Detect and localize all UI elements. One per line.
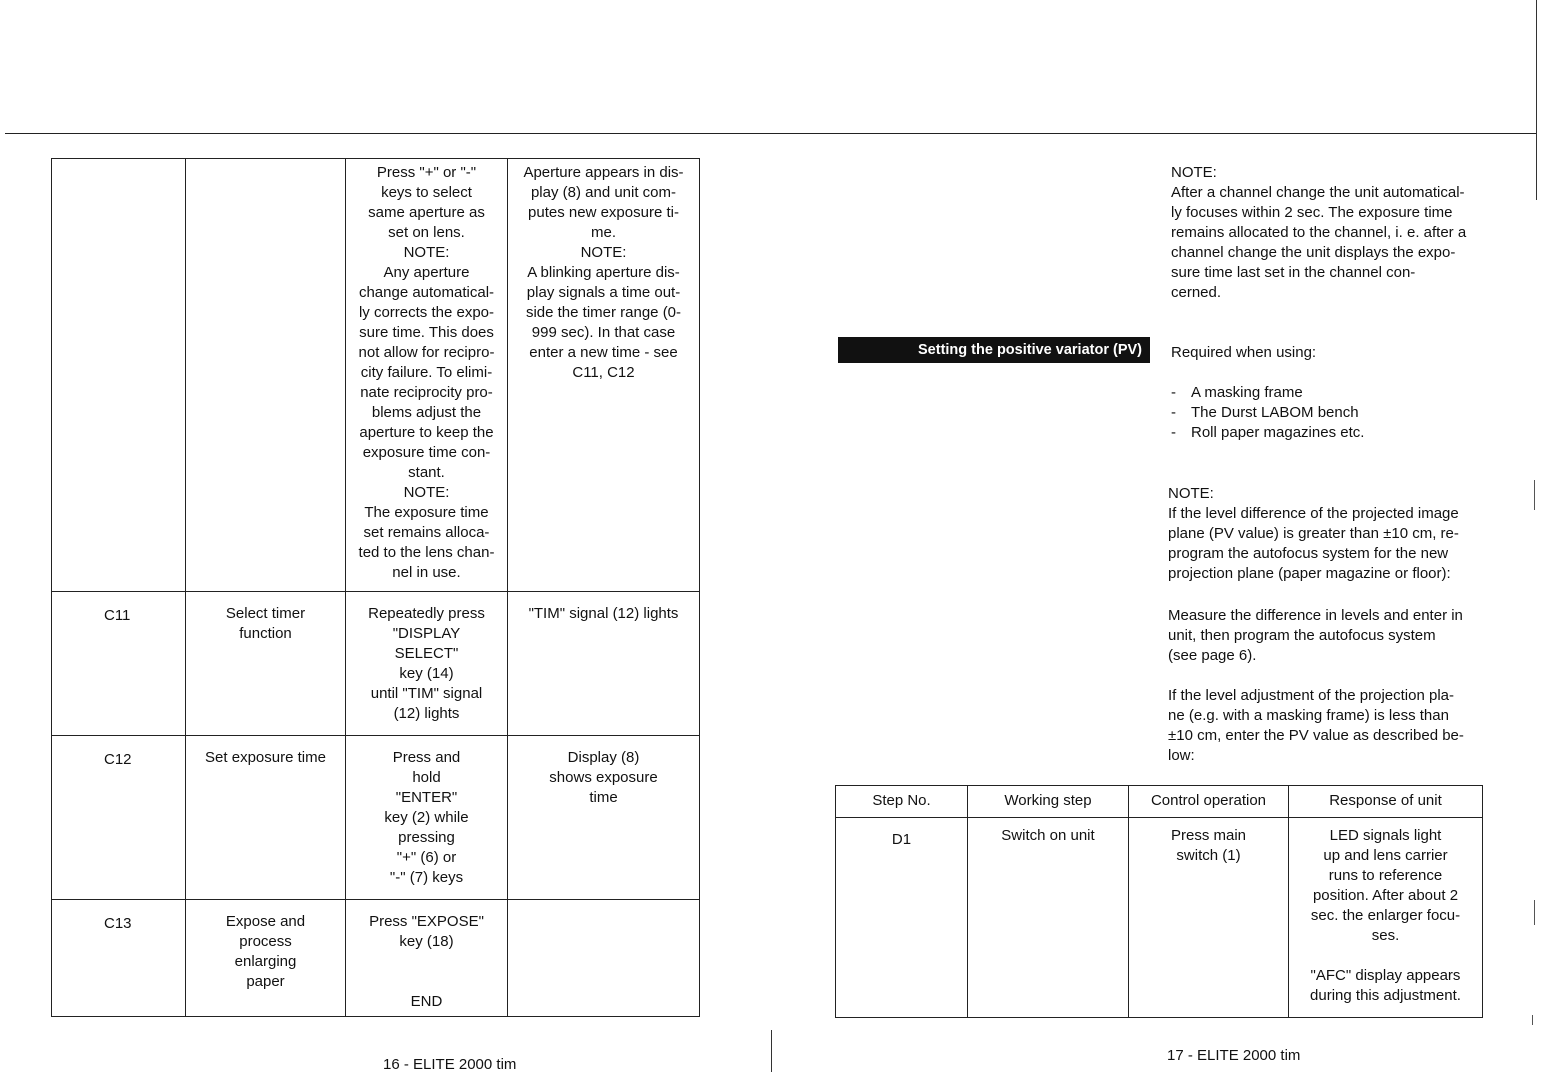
working-lines xyxy=(186,900,345,996)
text-line: NOTE: xyxy=(403,484,450,501)
scan-mark xyxy=(1532,1015,1533,1025)
text-line: NOTE: xyxy=(1171,164,1217,181)
control-operation-cell xyxy=(346,900,508,1017)
text-line: Any aperture xyxy=(383,264,470,281)
text-line: ted to the lens chan- xyxy=(358,544,495,561)
text-line: side the timer range (0- xyxy=(525,304,682,321)
right-page-footer: 17 - ELITE 2000 tim xyxy=(1167,1047,1301,1064)
level-adjust-paragraph xyxy=(1168,686,1488,766)
text-line: Repeatedly press xyxy=(368,605,485,622)
response-lines xyxy=(508,900,699,916)
control-lines xyxy=(346,900,507,1016)
text-line: remains allocated to the channel, i. e. after a xyxy=(1171,224,1467,241)
text-line: After a channel change the unit automatical- xyxy=(1171,184,1465,201)
control-operation-cell xyxy=(346,592,508,736)
text-line: ne (e.g. with a masking frame) is less than xyxy=(1168,707,1449,724)
table-row xyxy=(836,818,1483,1018)
text-line: shows exposure xyxy=(549,769,658,786)
text-line: LED signals light xyxy=(1329,827,1442,844)
table-row xyxy=(52,592,700,736)
text-line: NOTE: xyxy=(1168,485,1214,502)
text-line: sec. the enlarger focu- xyxy=(1310,907,1461,924)
text-line: play signals a time out- xyxy=(526,284,681,301)
response-cell xyxy=(508,900,700,1017)
text-line: Expose and xyxy=(225,913,306,930)
working-step-cell xyxy=(186,736,346,900)
top-rule xyxy=(5,133,1537,134)
text-line: C11, C12 xyxy=(572,364,635,381)
table-row xyxy=(52,159,700,592)
text-line: runs to reference xyxy=(1328,867,1443,884)
text-line: key (2) while xyxy=(384,809,469,826)
text-line: (see page 6). xyxy=(1168,647,1257,664)
text-line: city failure. To elimi- xyxy=(360,364,493,381)
text-line: If the level difference of the projected image xyxy=(1168,505,1459,522)
pv-note xyxy=(1168,484,1488,584)
text-line: cerned. xyxy=(1171,284,1222,301)
text-line: channel change the unit displays the expo- xyxy=(1171,244,1456,261)
text-line: pressing xyxy=(398,829,455,846)
text-line: Press "EXPOSE" xyxy=(369,913,484,930)
text-line: paper xyxy=(246,973,285,990)
text-line: Press main xyxy=(1170,827,1247,844)
text-line: enlarging xyxy=(234,953,297,970)
text-line: not allow for recipro- xyxy=(358,344,495,361)
bullet-dash: - xyxy=(1171,424,1176,441)
response-cell xyxy=(508,159,700,592)
list-item-text: A masking frame xyxy=(1191,384,1303,401)
required-when-text xyxy=(1171,343,1491,363)
control-lines xyxy=(346,592,507,728)
text-line: NOTE: xyxy=(403,244,450,261)
step-cell: C11 xyxy=(52,592,186,736)
table-header-row xyxy=(836,786,1483,818)
text-line: switch (1) xyxy=(1176,847,1241,864)
text-line: A blinking aperture dis- xyxy=(527,264,680,281)
list-item-text: The Durst LABOM bench xyxy=(1191,404,1359,421)
bullet-dash: - xyxy=(1171,384,1176,401)
section-label: Setting the positive variator (PV) xyxy=(838,337,1150,363)
text-line: time xyxy=(589,789,618,806)
text-line: plane (PV value) is greater than ±10 cm, re- xyxy=(1168,525,1459,542)
bullet-dash: - xyxy=(1171,404,1176,421)
control-operation-cell xyxy=(1129,818,1289,1018)
text-line: Press "+" or "-" xyxy=(376,164,477,181)
control-operation-cell xyxy=(346,159,508,592)
text-line: nate reciprocity pro- xyxy=(360,384,493,401)
text-line: Display (8) xyxy=(567,749,640,766)
step-cell: C13 xyxy=(52,900,186,1017)
text-line: ±10 cm, enter the PV value as described be- xyxy=(1168,727,1464,744)
text-line xyxy=(349,972,504,992)
text-line: The exposure time xyxy=(364,504,489,521)
text-line: Switch on unit xyxy=(1001,827,1095,844)
text-line: process xyxy=(239,933,292,950)
text-line: change automatical- xyxy=(358,284,495,301)
response-cell xyxy=(508,736,700,900)
list-item xyxy=(1171,383,1364,403)
text-line: If the level adjustment of the projection pla- xyxy=(1168,687,1454,704)
working-lines xyxy=(186,736,345,772)
text-line: projection plane (paper magazine or floor): xyxy=(1168,565,1451,582)
text-line: set remains alloca- xyxy=(363,524,490,541)
text-line: "TIM" signal (12) lights xyxy=(528,605,679,622)
control-lines xyxy=(1129,818,1288,870)
text-line: key (14) xyxy=(399,665,454,682)
text-line: unit, then program the autofocus system xyxy=(1168,627,1436,644)
working-step-cell xyxy=(186,592,346,736)
text-line: SELECT" xyxy=(394,645,459,662)
working-step-cell xyxy=(968,818,1129,1018)
channel-note xyxy=(1171,163,1491,303)
text-line: key (18) xyxy=(399,933,454,950)
response-lines xyxy=(508,592,699,628)
text-line: set on lens. xyxy=(388,224,465,241)
response-cell xyxy=(508,592,700,736)
response-lines xyxy=(508,736,699,812)
header-control-operation: Control operation xyxy=(1129,786,1289,818)
left-page-footer: 16 - ELITE 2000 tim xyxy=(383,1056,517,1073)
table-row xyxy=(52,736,700,900)
scan-mark xyxy=(1534,480,1535,510)
text-line: END xyxy=(410,993,443,1010)
text-line: exposure time con- xyxy=(362,444,491,461)
text-line xyxy=(349,952,504,972)
text-line: Set exposure time xyxy=(205,749,326,766)
text-line: Measure the difference in levels and enter in xyxy=(1168,607,1463,624)
list-item xyxy=(1171,423,1364,443)
response-cell xyxy=(1289,818,1483,1018)
text-line: until "TIM" signal xyxy=(370,685,483,702)
text-line: "DISPLAY xyxy=(392,625,461,642)
header-response: Response of unit xyxy=(1289,786,1483,818)
text-line: stant. xyxy=(408,464,445,481)
step-cell: D1 xyxy=(836,818,968,1018)
text-line: 999 sec). In that case xyxy=(531,324,676,341)
text-line: low: xyxy=(1168,747,1195,764)
text-line: program the autofocus system for the new xyxy=(1168,545,1449,562)
step-cell: C12 xyxy=(52,736,186,900)
measure-paragraph xyxy=(1168,606,1488,666)
list-item xyxy=(1171,403,1364,423)
text-line xyxy=(1292,946,1479,966)
header-step-no: Step No. xyxy=(836,786,968,818)
text-line: ly focuses within 2 sec. The exposure time xyxy=(1171,204,1453,221)
text-line: Press and xyxy=(392,749,461,766)
text-line: sure time. This does xyxy=(359,324,494,341)
text-line: ses. xyxy=(1371,927,1400,944)
text-line: up and lens carrier xyxy=(1323,847,1448,864)
text-line: "ENTER" xyxy=(395,789,458,806)
scan-mark xyxy=(1534,900,1535,925)
response-lines xyxy=(508,159,699,387)
text-line: enter a new time - see xyxy=(529,344,678,361)
bullet-list xyxy=(1171,383,1364,443)
text-line: "+" (6) or xyxy=(396,849,457,866)
working-lines xyxy=(186,592,345,648)
text-line: position. After about 2 xyxy=(1312,887,1459,904)
text-line: during this adjustment. xyxy=(1310,987,1461,1004)
text-line: NOTE: xyxy=(580,244,627,261)
required-when-label: Required when using: xyxy=(1171,344,1317,361)
response-lines xyxy=(1289,818,1482,1010)
text-line: play (8) and unit com- xyxy=(530,184,677,201)
working-lines xyxy=(968,818,1128,850)
right-procedure-table xyxy=(835,785,1483,1018)
text-line: Aperture appears in dis- xyxy=(523,164,684,181)
control-lines xyxy=(346,159,507,587)
text-line: ly corrects the expo- xyxy=(358,304,495,321)
text-line: blems adjust the xyxy=(371,404,482,421)
text-line: "-" (7) keys xyxy=(389,869,464,886)
list-item-text: Roll paper magazines etc. xyxy=(1191,424,1365,441)
page-fold xyxy=(771,1030,772,1072)
table-row xyxy=(52,900,700,1017)
text-line: "AFC" display appears xyxy=(1310,967,1461,984)
working-step-cell xyxy=(186,159,346,592)
working-step-cell xyxy=(186,900,346,1017)
text-line: keys to select xyxy=(381,184,472,201)
text-line: Select timer xyxy=(225,605,306,622)
right-edge-line xyxy=(1536,0,1537,200)
text-line: function xyxy=(239,625,292,642)
text-line: sure time last set in the channel con- xyxy=(1171,264,1416,281)
text-line: same aperture as xyxy=(368,204,485,221)
step-cell xyxy=(52,159,186,592)
header-working-step: Working step xyxy=(968,786,1129,818)
control-operation-cell xyxy=(346,736,508,900)
left-procedure-table xyxy=(51,158,700,1017)
text-line: putes new exposure ti- xyxy=(528,204,679,221)
text-line: aperture to keep the xyxy=(359,424,494,441)
control-lines xyxy=(346,736,507,892)
text-line: hold xyxy=(412,769,441,786)
text-line: me. xyxy=(590,224,616,241)
text-line: nel in use. xyxy=(392,564,461,581)
text-line: (12) lights xyxy=(393,705,460,722)
